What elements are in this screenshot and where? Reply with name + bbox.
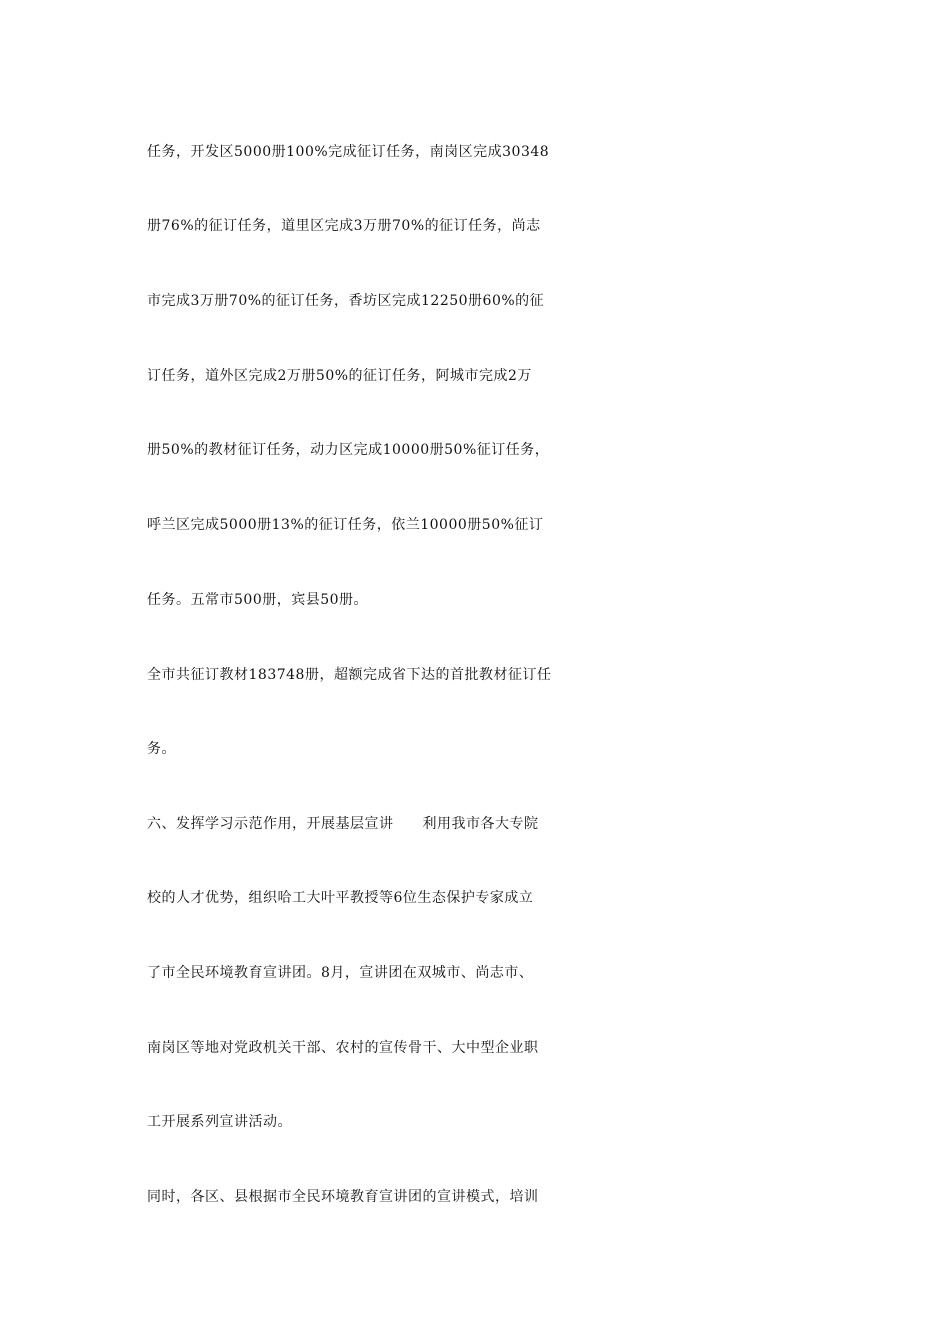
text-line: 南岗区等地对党政机关干部、农村的宣传骨干、大中型企业职 [147, 1040, 539, 1056]
text-line: 任务。五常市500册，宾县50册。 [147, 592, 369, 608]
text-line: 了市全民环境教育宣讲团。8月，宣讲团在双城市、尚志市、 [147, 965, 534, 981]
text-line: 任务，开发区5000册100%完成征订任务，南岗区完成30348 [147, 144, 550, 160]
text-line: 订任务，道外区完成2万册50%的征订任务，阿城市完成2万 [147, 368, 532, 384]
text-line: 册50%的教材征订任务，动力区完成10000册50%征订任务， [147, 442, 550, 458]
text-line: 市完成3万册70%的征订任务，香坊区完成12250册60%的征 [147, 293, 545, 309]
text-line: 校的人才优势，组织哈工大叶平教授等6位生态保护专家成立 [147, 890, 534, 906]
text-line: 工开展系列宣讲活动。 [147, 1114, 292, 1130]
text-line: 全市共征订教材183748册，超额完成省下达的首批教材征订任 [147, 667, 552, 683]
text-line: 呼兰区完成5000册13%的征订任务，依兰10000册50%征订 [147, 517, 544, 533]
text-line: 册76%的征订任务，道里区完成3万册70%的征订任务，尚志 [147, 218, 541, 234]
text-line: 同时，各区、县根据市全民环境教育宣讲团的宣讲模式，培训 [147, 1189, 539, 1205]
text-line: 务。 [147, 741, 176, 757]
text-line: 六、发挥学习示范作用，开展基层宣讲 利用我市各大专院 [147, 816, 539, 832]
